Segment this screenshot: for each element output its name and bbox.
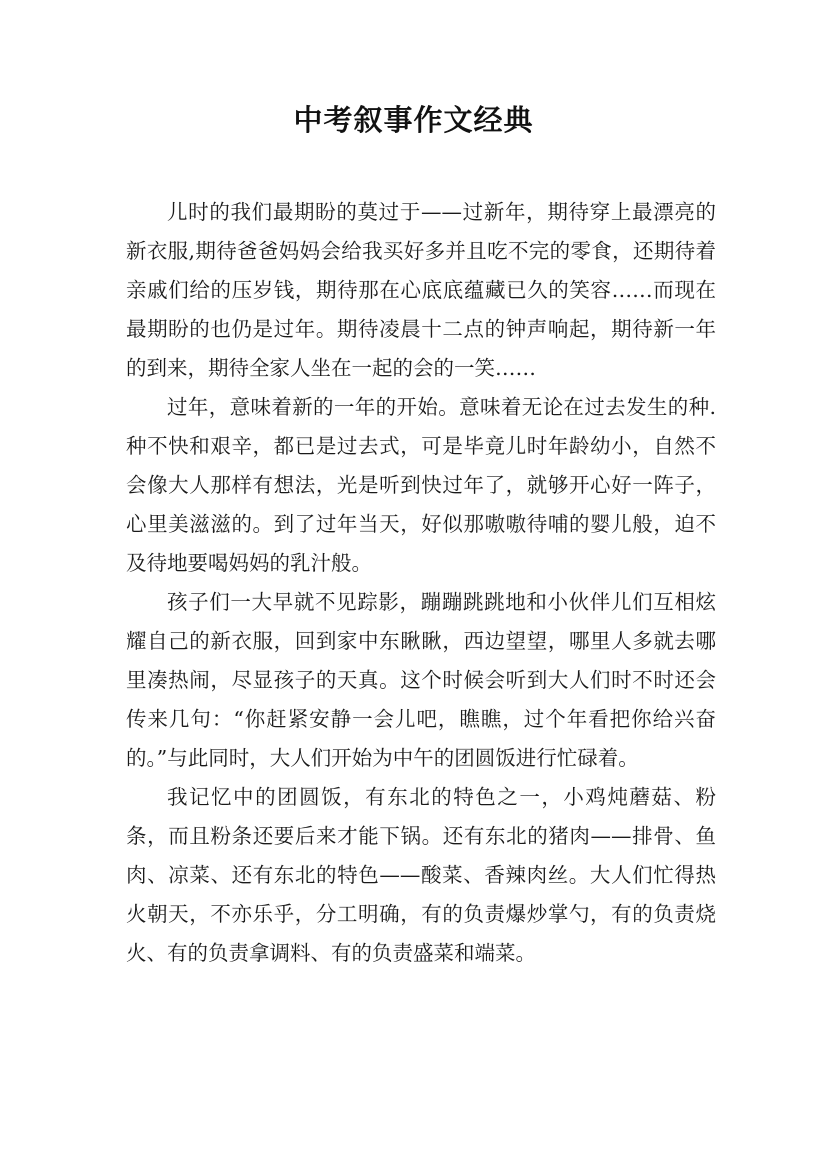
paragraph: 我记忆中的团圆饭，有东北的特色之一，小鸡炖蘑菇、粉条，而且粉条还要后来才能下锅。还有东北的猪肉——排骨、鱼肉、凉菜、还有东北的特色——酸菜、香辣肉丝。大人们忙得热火朝天，不亦乐乎，分工明确，有的负责爆炒掌勺，有的负责烧火、有的负责拿调料、有的负责盛菜和端菜。 xyxy=(126,785,716,965)
paragraph: 孩子们一大早就不见踪影，蹦蹦跳跳地和小伙伴儿们互相炫耀自己的新衣服，回到家中东瞅瞅，西边望望，哪里人多就去哪里凑热闹，尽显孩子的天真。这个时候会听到大人们时不时还会传来几句：“你赶紧安静一会儿吧，瞧瞧，过个年看把你给兴奋的。”与此同时，大人们开始为中午的团圆饭进行忙碌着。 xyxy=(126,590,716,770)
document-title: 中考叙事作文经典 xyxy=(293,103,534,137)
paragraph: 儿时的我们最期盼的莫过于——过新年，期待穿上最漂亮的新衣服,期待爸爸妈妈会给我买好多并且吃不完的零食，还期待着亲戚们给的压岁钱，期待那在心底底蕴藏已久的笑容……而现在最期盼的也仍是过年。期待凌晨十二点的钟声响起，期待新一年的到来，期待全家人坐在一起的会的一笑…… xyxy=(126,200,716,380)
paragraph: 过年，意味着新的一年的开始。意味着无论在过去发生的种.种不快和艰辛，都已是过去式，可是毕竟儿时年龄幼小，自然不会像大人那样有想法，光是听到快过年了，就够开心好一阵子，心里美滋滋的。到了过年当天，好似那嗷嗷待哺的婴儿般，迫不及待地要喝妈妈的乳汁般。 xyxy=(126,395,716,575)
document-body xyxy=(126,193,716,973)
